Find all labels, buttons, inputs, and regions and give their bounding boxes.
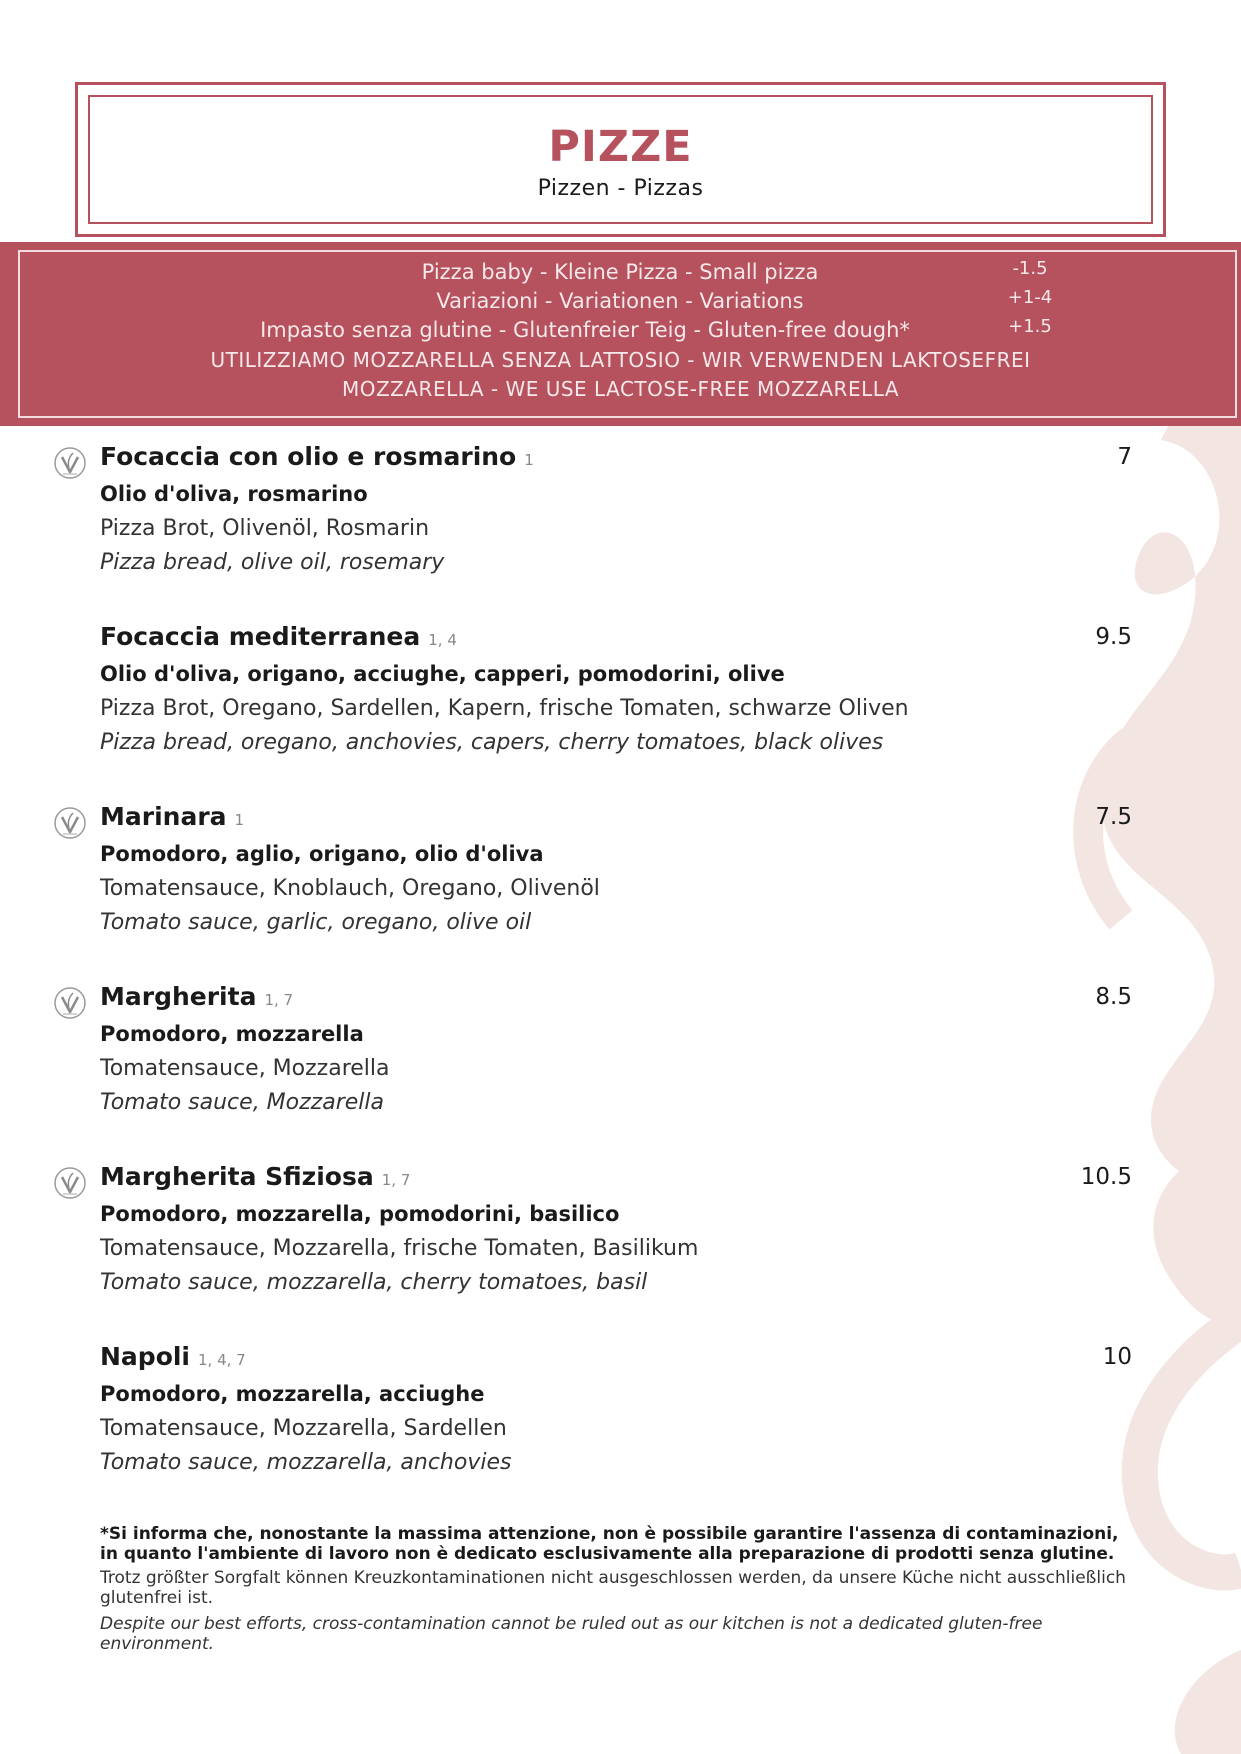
gluten-footnote [100,1524,1130,1654]
menu-item [0,442,1241,616]
option-label: Variazioni - Variationen - Variations [436,289,804,313]
item-description-german: Tomatensauce, Mozzarella, frische Tomaten, Basilikum [100,1236,699,1261]
menu-item [0,802,1241,976]
item-price: 9.5 [1095,624,1132,650]
lactose-notice: MOZZARELLA - WE USE LACTOSE-FREE MOZZARELLA [341,377,900,401]
item-description-english: Tomato sauce, mozzarella, anchovies [100,1450,512,1475]
vegan-icon [53,1166,87,1200]
item-allergens: 1, 4, 7 [198,1351,246,1369]
option-row [0,260,1241,288]
item-description-italian: Olio d'oliva, rosmarino [100,482,368,506]
item-price: 10.5 [1080,1164,1132,1190]
vegan-icon [53,806,87,840]
footnote-german: Trotz größter Sorgfalt können Kreuzkontaminationen nicht ausgeschlossen werden, da unsere Küche nicht ausschließlich glutenfrei ist. [100,1568,1126,1608]
page-title: PIZZE [548,122,693,172]
item-description-english: Tomato sauce, Mozzarella [100,1090,384,1115]
item-allergens: 1, 7 [264,991,294,1009]
item-description-german: Tomatensauce, Knoblauch, Oregano, Olivenöl [100,876,600,901]
footnote-italian: *Si informa che, nonostante la massima attenzione, non è possibile garantire l'assenza di contaminazioni, in quanto l'ambiente di lavoro non è dedicato esclusivamente alla preparazione di prodotti senza glutine. [100,1524,1119,1564]
item-description-italian: Pomodoro, mozzarella [100,1022,364,1046]
lactose-notice: UTILIZZIAMO MOZZARELLA SENZA LATTOSIO - WIR VERWENDEN LAKTOSEFREI [210,348,1031,372]
item-description-english: Tomato sauce, mozzarella, cherry tomatoes, basil [100,1270,648,1295]
footnote-english: Despite our best efforts, cross-contamination cannot be ruled out as our kitchen is not a dedicated gluten-free environment. [100,1614,1043,1654]
item-price: 7.5 [1095,804,1132,830]
item-name: Marinara 1 [100,802,245,831]
option-price: +1.5 [1008,316,1052,337]
item-description-italian: Pomodoro, mozzarella, pomodorini, basilico [100,1202,620,1226]
item-description-italian: Pomodoro, mozzarella, acciughe [100,1382,485,1406]
item-price: 10 [1102,1344,1132,1370]
item-allergens: 1 [524,451,534,469]
vegan-icon [53,446,87,480]
item-description-german: Pizza Brot, Olivenöl, Rosmarin [100,516,430,541]
item-description-german: Tomatensauce, Mozzarella [100,1056,390,1081]
item-name: Napoli 1, 4, 7 [100,1342,246,1371]
option-price: +1-4 [1007,287,1053,308]
item-allergens: 1, 4 [428,631,457,649]
item-price: 8.5 [1095,984,1132,1010]
item-description-german: Tomatensauce, Mozzarella, Sardellen [100,1416,507,1441]
item-description-english: Pizza bread, olive oil, rosemary [100,550,445,575]
menu-item [0,1342,1241,1516]
menu-item [0,622,1241,796]
item-description-english: Tomato sauce, garlic, oregano, olive oil [100,910,532,935]
page-subtitle: Pizzen - Pizzas [537,176,704,201]
menu-item [0,1162,1241,1336]
option-label: Impasto senza glutine - Glutenfreier Teig - Gluten-free dough* [260,318,910,342]
item-price: 7 [1117,444,1132,470]
menu-item [0,982,1241,1156]
option-row [0,289,1241,317]
item-name: Margherita Sfiziosa 1, 7 [100,1162,411,1191]
item-name: Margherita 1, 7 [100,982,294,1011]
item-description-english: Pizza bread, oregano, anchovies, capers, cherry tomatoes, black olives [100,730,884,755]
item-allergens: 1 [234,811,245,829]
option-row [0,318,1241,346]
item-allergens: 1, 7 [381,1171,411,1189]
item-description-italian: Pomodoro, aglio, origano, olio d'oliva [100,842,544,866]
item-name: Focaccia mediterranea 1, 4 [100,622,457,651]
vegan-icon [53,986,87,1020]
item-name: Focaccia con olio e rosmarino 1 [100,442,534,471]
option-price: -1.5 [1012,258,1048,279]
option-label: Pizza baby - Kleine Pizza - Small pizza [421,260,819,284]
item-description-german: Pizza Brot, Oregano, Sardellen, Kapern, frische Tomaten, schwarze Oliven [100,696,909,721]
item-description-italian: Olio d'oliva, origano, acciughe, capperi, pomodorini, olive [100,662,785,686]
